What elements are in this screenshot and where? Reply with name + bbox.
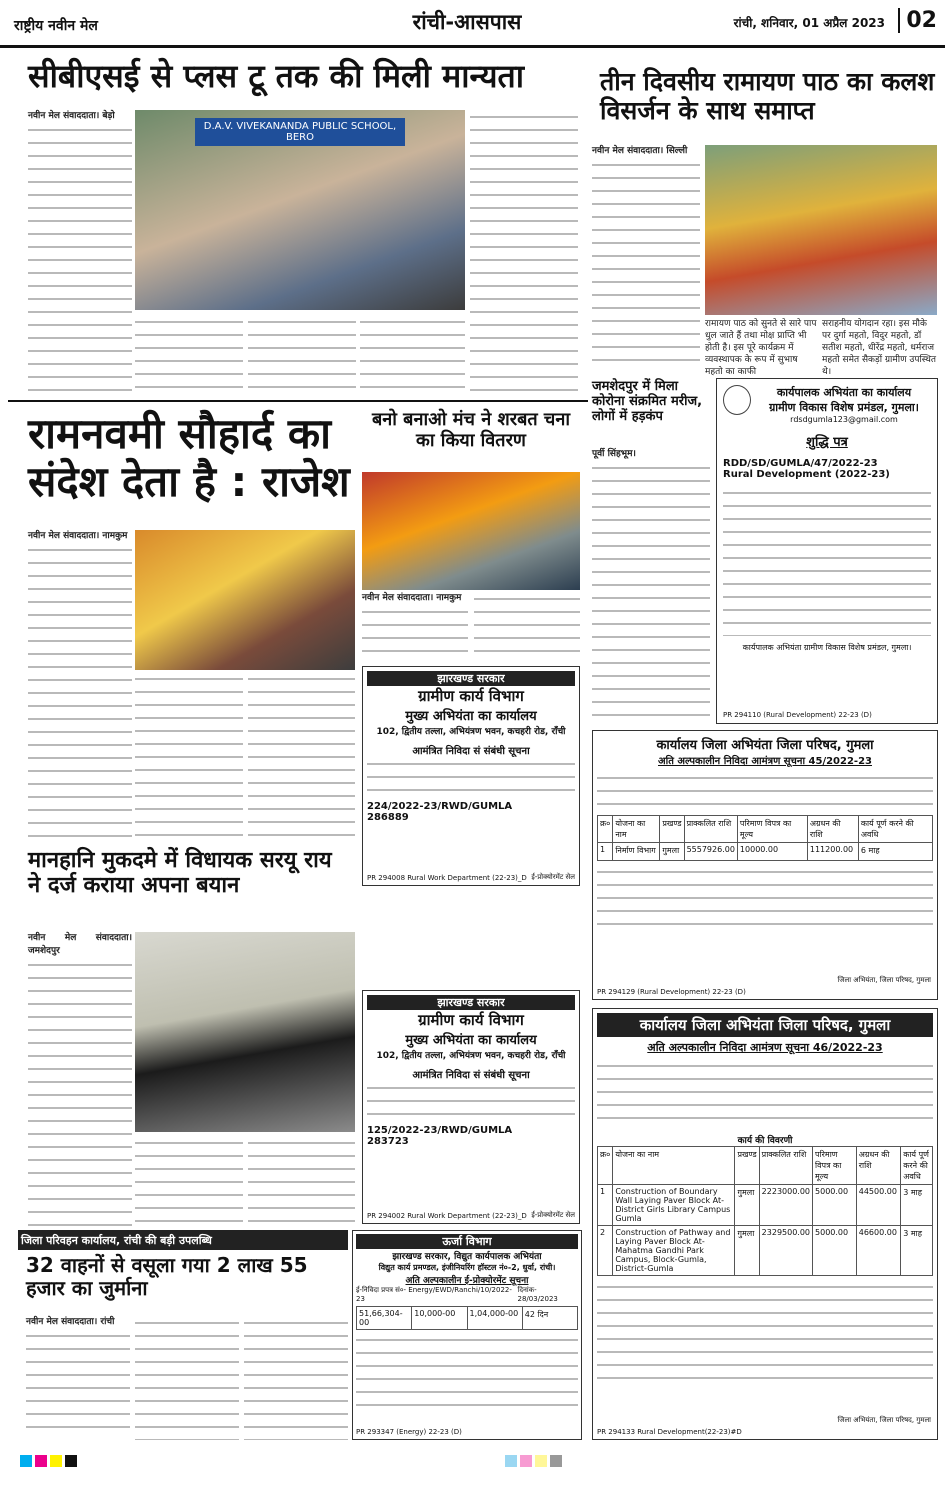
- rwd2-gov: झारखण्ड सरकार: [367, 995, 575, 1010]
- zp45-cell: 10000.00: [737, 843, 807, 861]
- zp46-th-7: कार्य पूर्ण करने की अवधि: [901, 1147, 933, 1185]
- story4-headline: बनो बनाओ मंच ने शरबत चना का किया वितरण: [371, 409, 570, 451]
- zp46-th-2: योजना का नाम: [613, 1147, 735, 1185]
- story1-body-col1: [28, 110, 132, 394]
- energy-title: अति अल्पकालीन ई-प्रोक्योरमेंट सूचना: [405, 1276, 529, 1286]
- zp45-th-7: कार्य पूर्ण करने की अवधि: [858, 816, 932, 843]
- rwd2-pr: PR 294002 Rural Work Department (22-23)_D: [367, 1212, 527, 1220]
- rwd2-office: मुख्य अभियंता का कार्यालय: [405, 1033, 537, 1048]
- zp45-cell: 111200.00: [807, 843, 858, 861]
- story2-headline: तीन दिवसीय रामायण पाठ का कलश विसर्जन के साथ समाप्त: [600, 67, 935, 125]
- energy-office: विद्युत कार्य प्रमण्डल, इंजीनियरिंग हॉस्टल नं०-2, धुर्वा, रांची।: [378, 1263, 556, 1272]
- rwd2-ref2: 283723: [367, 1136, 409, 1147]
- energy-org: झारखण्ड सरकार, विद्युत कार्यपालक अभियंता: [392, 1252, 542, 1262]
- zp46-cell: 44500.00: [856, 1185, 900, 1226]
- zp45-cell: निर्माण विभाग: [613, 843, 660, 861]
- ad-zp-45: [592, 730, 938, 1000]
- story1-headline: सीबीएसई से प्लस टू तक की मिली मान्यता: [28, 57, 525, 95]
- emblem-icon: [723, 385, 751, 415]
- zp46-cell: 2223000.00: [759, 1185, 812, 1226]
- zp45-cell: 1: [598, 843, 613, 861]
- zp46-cell: 1: [598, 1185, 613, 1226]
- rwd1-tag: ई-प्रोक्योरमेंट सेल: [531, 873, 575, 881]
- story6-photo: [135, 932, 355, 1132]
- energy-value: 1,04,000-00: [468, 1307, 523, 1329]
- story1-body-col2: [135, 315, 243, 395]
- table-row: [598, 1226, 933, 1276]
- zp46-th-5: परिमाण विपत्र का मूल्य: [813, 1147, 857, 1185]
- story7-kicker: जिला परिवहन कार्यालय, रांची की बड़ी उपलब्धि: [18, 1230, 348, 1250]
- rwd2-tag: ई-प्रोक्योरमेंट सेल: [531, 1211, 575, 1219]
- zp46-cell: 5000.00: [813, 1185, 857, 1226]
- zp46-th-4: प्राक्कलित राशि: [759, 1147, 812, 1185]
- story3-body-col2: [135, 672, 243, 842]
- zp45-office: कार्यालय जिला अभियंता जिला परिषद, गुमला: [656, 738, 874, 753]
- corrigendum-division: ग्रामीण विकास विशेष प्रमंडल, गुमला।: [769, 401, 919, 414]
- energy-value: 10,000-00: [412, 1307, 467, 1329]
- zp46-pr: PR 294133 Rural Development(22-23)#D: [597, 1428, 742, 1436]
- story6-headline: मानहानि मुकदमे में विधायक सरयू राय ने दर्ज कराया अपना बयान: [28, 848, 332, 899]
- rwd1-office: मुख्य अभियंता का कार्यालय: [405, 709, 537, 724]
- energy-values-row: [356, 1306, 578, 1330]
- zp45-th-5: परिमाण विपत्र का मूल्य: [737, 816, 807, 843]
- zp46-th-6: अग्रधन की राशि: [856, 1147, 900, 1185]
- rwd2-dept: ग्रामीण कार्य विभाग: [418, 1011, 524, 1029]
- story5-lead: पूर्वी सिंहभूम।: [592, 449, 636, 459]
- story4-body-col2: [474, 592, 580, 662]
- story7-lead: नवीन मेल संवाददाता। रांची: [26, 1317, 115, 1327]
- story3-body-col3: [248, 672, 355, 842]
- story3-lead: नवीन मेल संवाददाता। नामकुम: [28, 531, 128, 541]
- corrigendum-email: rdsdgumla123@gmail.com: [790, 415, 898, 424]
- story2-lead: नवीन मेल संवाददाता। सिल्ली: [592, 146, 688, 156]
- story1-photo: [135, 110, 465, 310]
- story3-photo: [135, 530, 355, 670]
- story4-body-col1: [362, 592, 468, 662]
- divider: [8, 400, 588, 402]
- zp46-office: कार्यालय जिला अभियंता जिला परिषद, गुमला: [597, 1013, 933, 1037]
- story2-caption-left: रामायण पाठ को सुनते से सारे पाप धुल जाते हैं तथा मोक्ष प्राप्ति भी होती है। इस पूरे कार्यक्रम में व्यवस्थापक के रूप में सुभाष महतो का काफी: [705, 319, 817, 377]
- corrigendum-signatory: कार्यपालक अभियंता ग्रामीण विकास विशेष प्रमंडल, गुमला।: [742, 643, 912, 652]
- story7-body-col3: [244, 1316, 348, 1440]
- story2-caption-right: सराहनीय योगदान रहा। इस मौके पर दुर्गा महतो, विदुर महतो, डॉ सतीश महतो, धीरेंद्र महतो, धर्मराज महतो समेत सैकड़ों ग्रामीण उपस्थित थे।: [822, 319, 937, 377]
- corrigendum-program: Rural Development (2022-23): [723, 469, 890, 480]
- corrigendum-office: कार्यपालक अभियंता का कार्यालय: [776, 386, 912, 399]
- ad-rwd-2: [362, 990, 580, 1224]
- zp46-cell: 2: [598, 1226, 613, 1276]
- story1-body-col3: [248, 315, 356, 395]
- story3-body-col1: [28, 530, 132, 842]
- story7-body-col2: [135, 1316, 239, 1440]
- zp46-cell: Construction of Pathway and Laying Paver Block At-Mahatma Gandhi Park Campus, Block-Gumla, District-Gumla: [613, 1226, 735, 1276]
- zp45-th-3: प्रखण्ड: [660, 816, 684, 843]
- story6-body-col3: [248, 1136, 355, 1224]
- zp45-pr: PR 294129 (Rural Development) 22-23 (D): [597, 988, 746, 996]
- story7-body-col1: [26, 1316, 130, 1440]
- ad-energy: [352, 1230, 582, 1440]
- zp46-title: अति अल्पकालीन निविदा आमंत्रण सूचना 46/2022-23: [647, 1041, 883, 1054]
- story1-lead: नवीन मेल संवाददाता। बेड़ो: [28, 111, 115, 121]
- corrigendum-title: शुद्धि पत्र: [806, 435, 848, 450]
- zp45-cell: 5557926.00: [684, 843, 737, 861]
- masthead-bar: [0, 0, 945, 48]
- zp45-cell: 6 माह: [858, 843, 932, 861]
- section-title: रांची-आसपास: [412, 10, 522, 34]
- zp46-cell: 5000.00: [813, 1226, 857, 1276]
- story6-body-col2: [135, 1136, 243, 1224]
- zp45-th-1: क्र०: [598, 816, 613, 843]
- rwd2-address: 102, द्वितीय तल्ला, अभियंत्रण भवन, कचहरी रोड, राँची: [376, 1051, 566, 1061]
- zp45-th-2: योजना का नाम: [613, 816, 660, 843]
- ad-corrigendum: [716, 378, 938, 724]
- energy-ref: ई-निविदा प्रपत्र सं०- Energy/EWD/Ranchi/10/2022-23: [356, 1286, 512, 1303]
- page-number: 02: [898, 8, 937, 33]
- story1-body-col4: [360, 315, 465, 395]
- rwd1-dept: ग्रामीण कार्य विभाग: [418, 687, 524, 705]
- zp45-title: अति अल्पकालीन निविदा आमंत्रण सूचना 45/2022-23: [658, 756, 872, 767]
- story3-headline: रामनवमी सौहार्द का संदेश देता है : राजेश: [28, 409, 350, 507]
- energy-date: दिनांक- 28/03/2023: [517, 1286, 558, 1303]
- zp45-th-4: प्राक्कलित राशि: [684, 816, 737, 843]
- zp46-cell: 46600.00: [856, 1226, 900, 1276]
- zp46-cell: 3 माह: [901, 1226, 933, 1276]
- rwd2-ref: 125/2022-23/RWD/GUMLA: [367, 1125, 513, 1136]
- corrigendum-pr: PR 294110 (Rural Development) 22-23 (D): [723, 711, 872, 719]
- school-banner: D.A.V. VIVEKANANDA PUBLIC SCHOOL, BERO: [195, 118, 405, 146]
- story4-lead: नवीन मेल संवाददाता। नामकुम: [362, 593, 462, 603]
- energy-dept: ऊर्जा विभाग: [356, 1234, 578, 1249]
- table-row: [598, 843, 933, 861]
- dateline: रांची, शनिवार, 01 अप्रैल 2023: [733, 16, 885, 30]
- table-row: [598, 1185, 933, 1226]
- rwd1-ref2: 286889: [367, 812, 409, 823]
- zp46-cell: गुमला: [735, 1226, 759, 1276]
- zp46-th-1: क्र०: [598, 1147, 613, 1185]
- zp45-cell: गुमला: [660, 843, 684, 861]
- zp46-signatory: जिला अभियंता, जिला परिषद, गुमला: [837, 1416, 931, 1424]
- story7-headline: 32 वाहनों से वसूला गया 2 लाख 55 हजार का जुर्माना: [26, 1253, 308, 1300]
- corrigendum-ref: RDD/SD/GUMLA/47/2022-23: [723, 458, 878, 469]
- story5-headline: जमशेदपुर में मिला कोरोना संक्रमित मरीज, लोगों में हड़कंप: [592, 379, 703, 424]
- story6-body-col1: [28, 932, 132, 1224]
- rwd1-address: 102, द्वितीय तल्ला, अभियंत्रण भवन, कचहरी रोड, राँची: [376, 727, 566, 737]
- rwd1-ref: 224/2022-23/RWD/GUMLA: [367, 801, 513, 812]
- energy-value: 42 दिन: [524, 1310, 549, 1319]
- ad-zp-46: [592, 1008, 938, 1440]
- story4-photo: [362, 472, 580, 590]
- zp46-cell: 2329500.00: [759, 1226, 812, 1276]
- rwd1-pr: PR 294008 Rural Work Department (22-23)_D: [367, 874, 527, 882]
- energy-pr: PR 293347 (Energy) 22-23 (D): [356, 1428, 462, 1436]
- rwd1-gov: झारखण्ड सरकार: [367, 671, 575, 686]
- ad-rwd-1: [362, 666, 580, 886]
- zp46-table: [597, 1146, 933, 1276]
- rwd2-title: आमंत्रित निविदा सं संबंधी सूचना: [412, 1070, 530, 1081]
- zp45-table: [597, 815, 933, 861]
- zp46-subtitle: कार्य की विवरणी: [737, 1136, 793, 1146]
- zp46-cell: गुमला: [735, 1185, 759, 1226]
- zp46-th-3: प्रखण्ड: [735, 1147, 759, 1185]
- zp45-signatory: जिला अभियंता, जिला परिषद, गुमला: [837, 976, 931, 984]
- masthead-logo: राष्ट्रीय नवीन मेल: [14, 18, 98, 34]
- zp46-cell: Construction of Boundary Wall Laying Paver Block At-District Girls Library Campus Gumla: [613, 1185, 735, 1226]
- zp46-cell: 3 माह: [901, 1185, 933, 1226]
- story2-photo: [705, 145, 937, 315]
- story6-lead: नवीन मेल संवाददाता। जमशेदपुर: [28, 933, 132, 956]
- rwd1-title: आमंत्रित निविदा सं संबंधी सूचना: [412, 746, 530, 757]
- energy-value: 51,66,304-00: [357, 1307, 412, 1329]
- story2-body: [592, 145, 700, 367]
- zp45-th-6: अग्रधन की राशि: [807, 816, 858, 843]
- color-registration-strip: [20, 1452, 920, 1468]
- story5-body: [592, 448, 710, 724]
- story1-body-col5: [470, 110, 578, 394]
